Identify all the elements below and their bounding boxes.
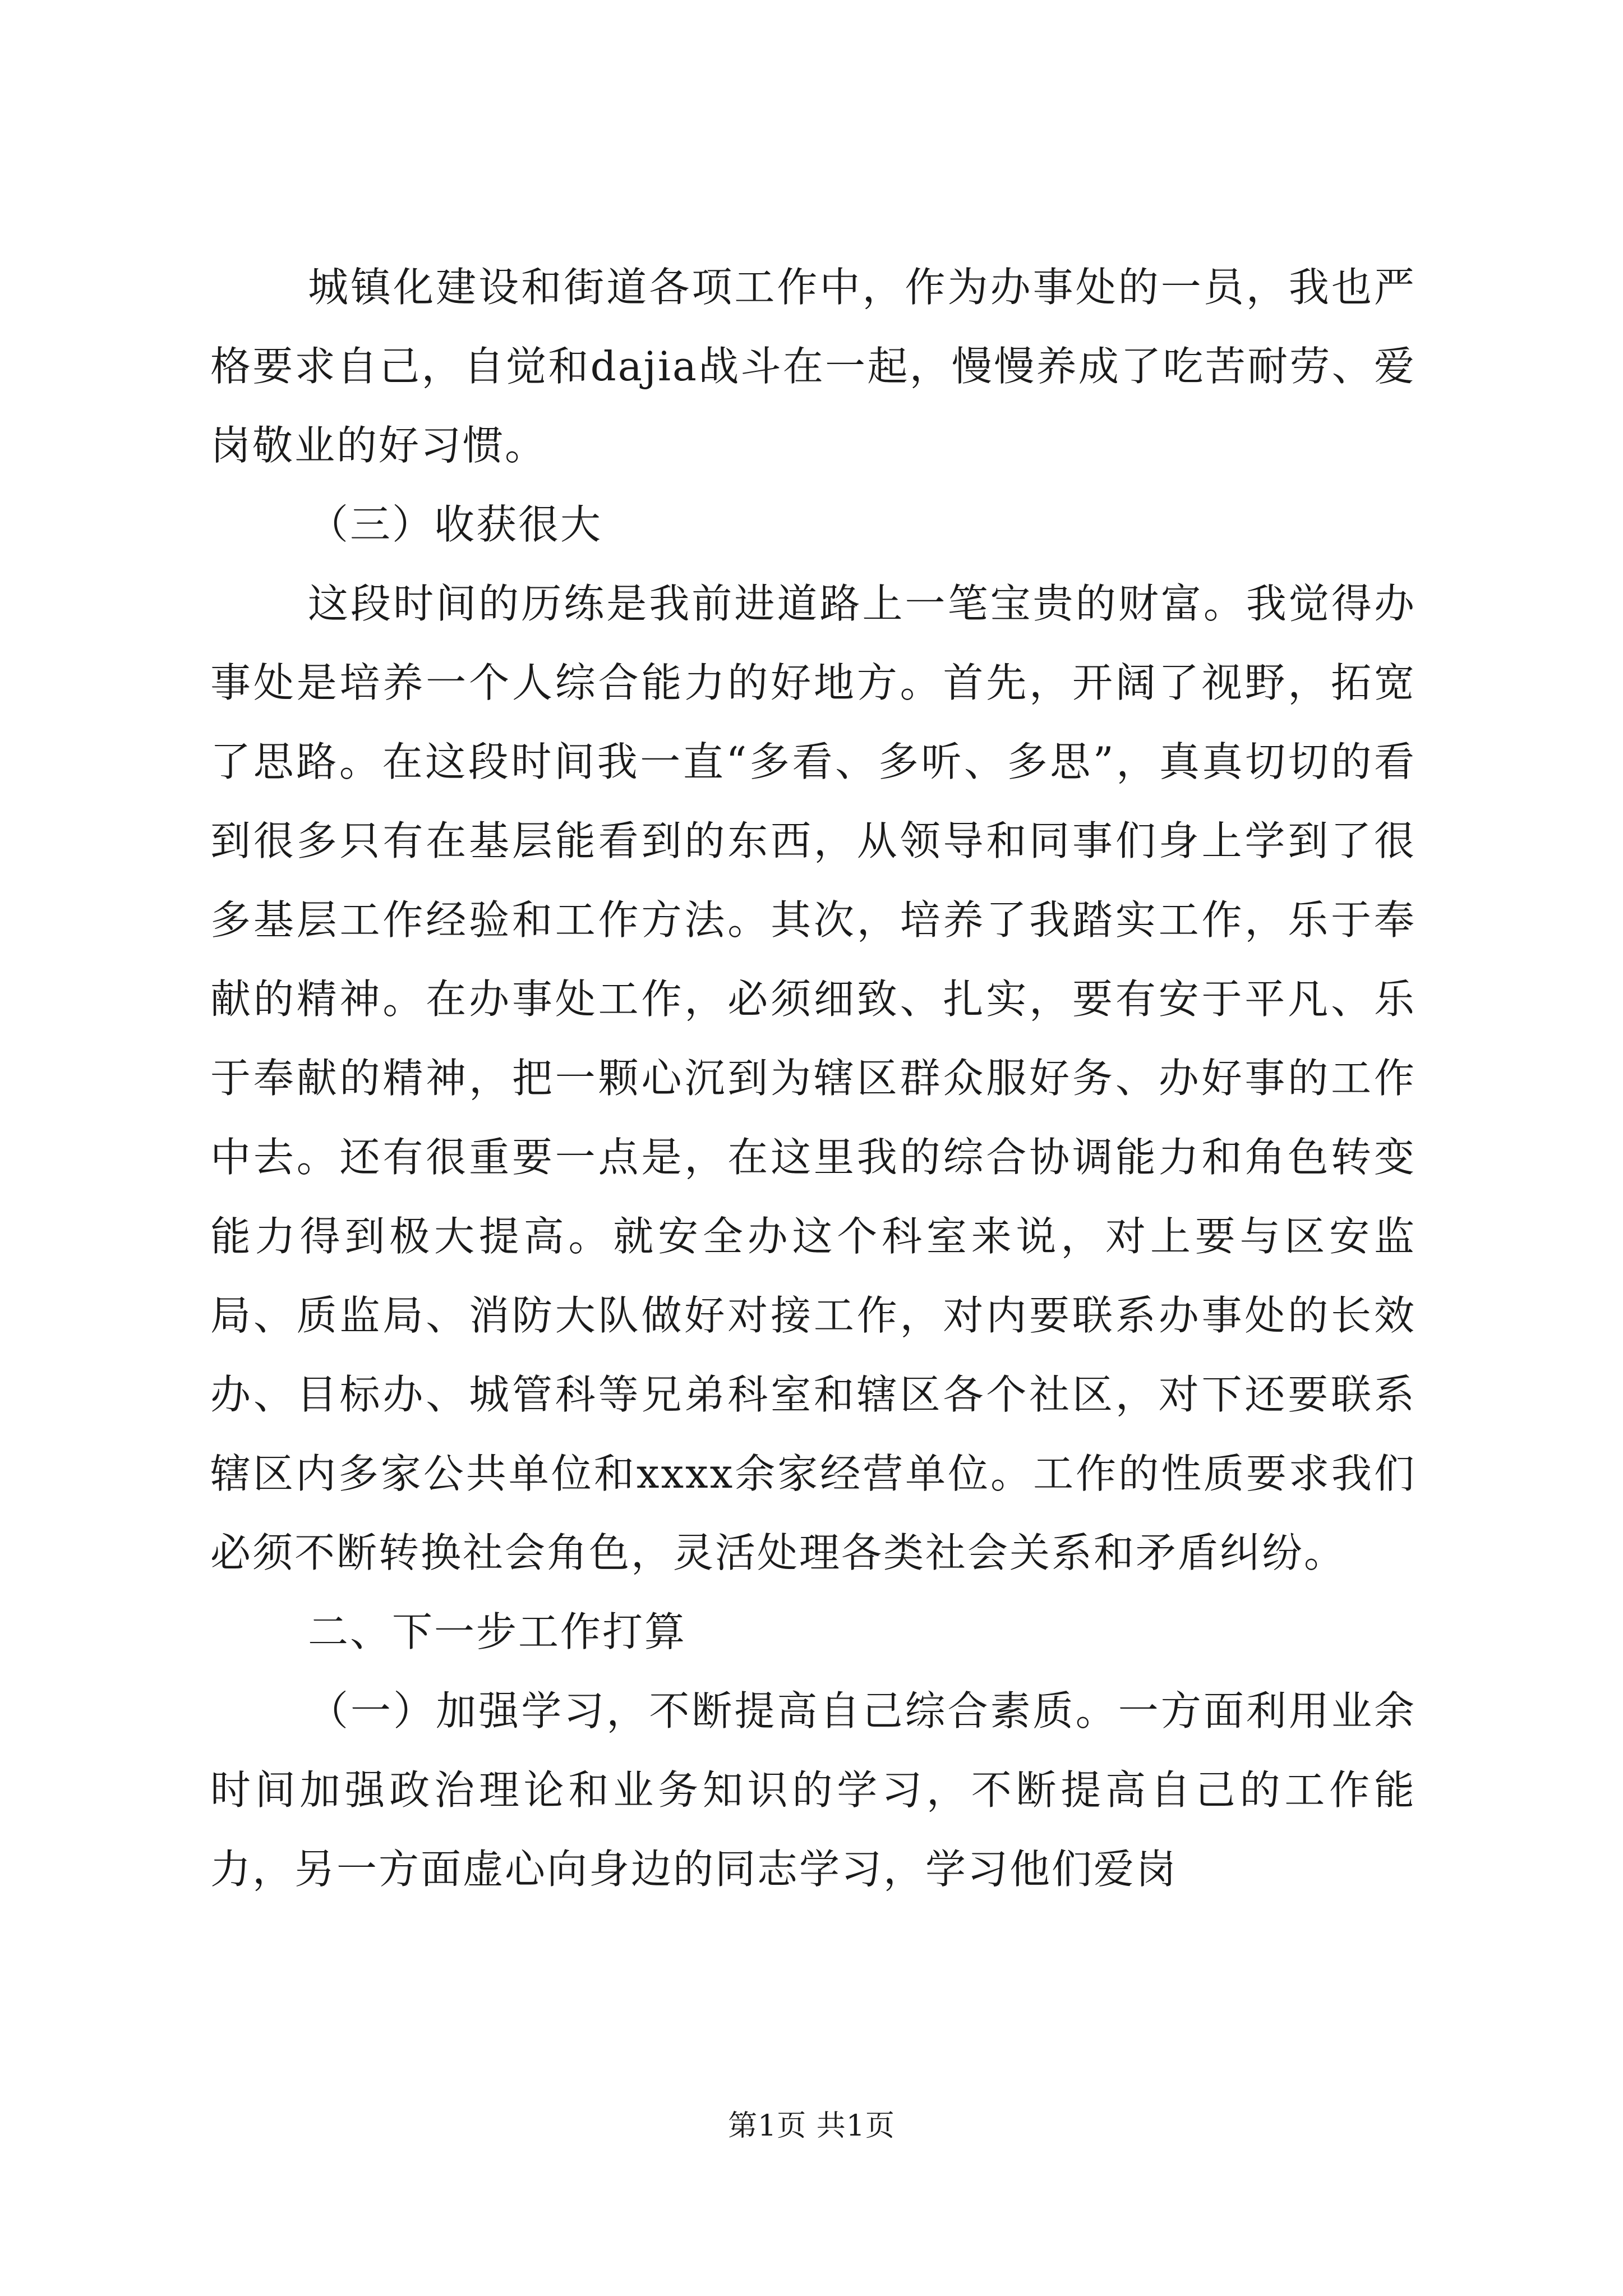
paragraph-continuation: 城镇化建设和街道各项工作中，作为办事处的一员，我也严格要求自己，自觉和dajia战斗在一起，慢慢养成了吃苦耐劳、爱岗敬业的好习惯。 <box>210 264 1416 469</box>
paragraph-study-plan: （一）加强学习，不断提高自己综合素质。一方面利用业余时间加强政治理论和业务知识的学习，不断提高自己的工作能力，另一方面虚心向身边的同志学习，学习他们爱岗 <box>210 1687 1416 1893</box>
page-footer: 第1页 共1页 <box>728 2109 895 2143</box>
document-body <box>210 248 1416 1909</box>
section-heading-next-steps: 二、下一步工作打算 <box>308 1608 687 1655</box>
paragraph-harvest-body: 这段时间的历练是我前进道路上一笔宝贵的财富。我觉得办事处是培养一个人综合能力的好地方。首先，开阔了视野，拓宽了思路。在这段时间我一直“多看、多听、多思”，真真切切的看到很多只有在基层能看到的东西，从领导和同事们身上学到了很多基层工作经验和工作方法。其次，培养了我踏实工作，乐于奉献的精神。在办事处工作，必须细致、扎实，要有安于平凡、乐于奉献的精神，把一颗心沉到为辖区群众服好务、办好事的工作中去。还有很重要一点是，在这里我的综合协调能力和角色转变能力得到极大提高。就安全办这个科室来说，对上要与区安监局、质监局、消防大队做好对接工作，对内要联系办事处的长效办、目标办、城管科等兄弟科室和辖区各个社区，对下还要联系辖区内多家公共单位和xxxx余家经营单位。工作的性质要求我们必须不断转换社会角色，灵活处理各类社会关系和矛盾纠纷。 <box>210 580 1416 1576</box>
subheading-harvest: （三）收获很大 <box>308 501 603 548</box>
